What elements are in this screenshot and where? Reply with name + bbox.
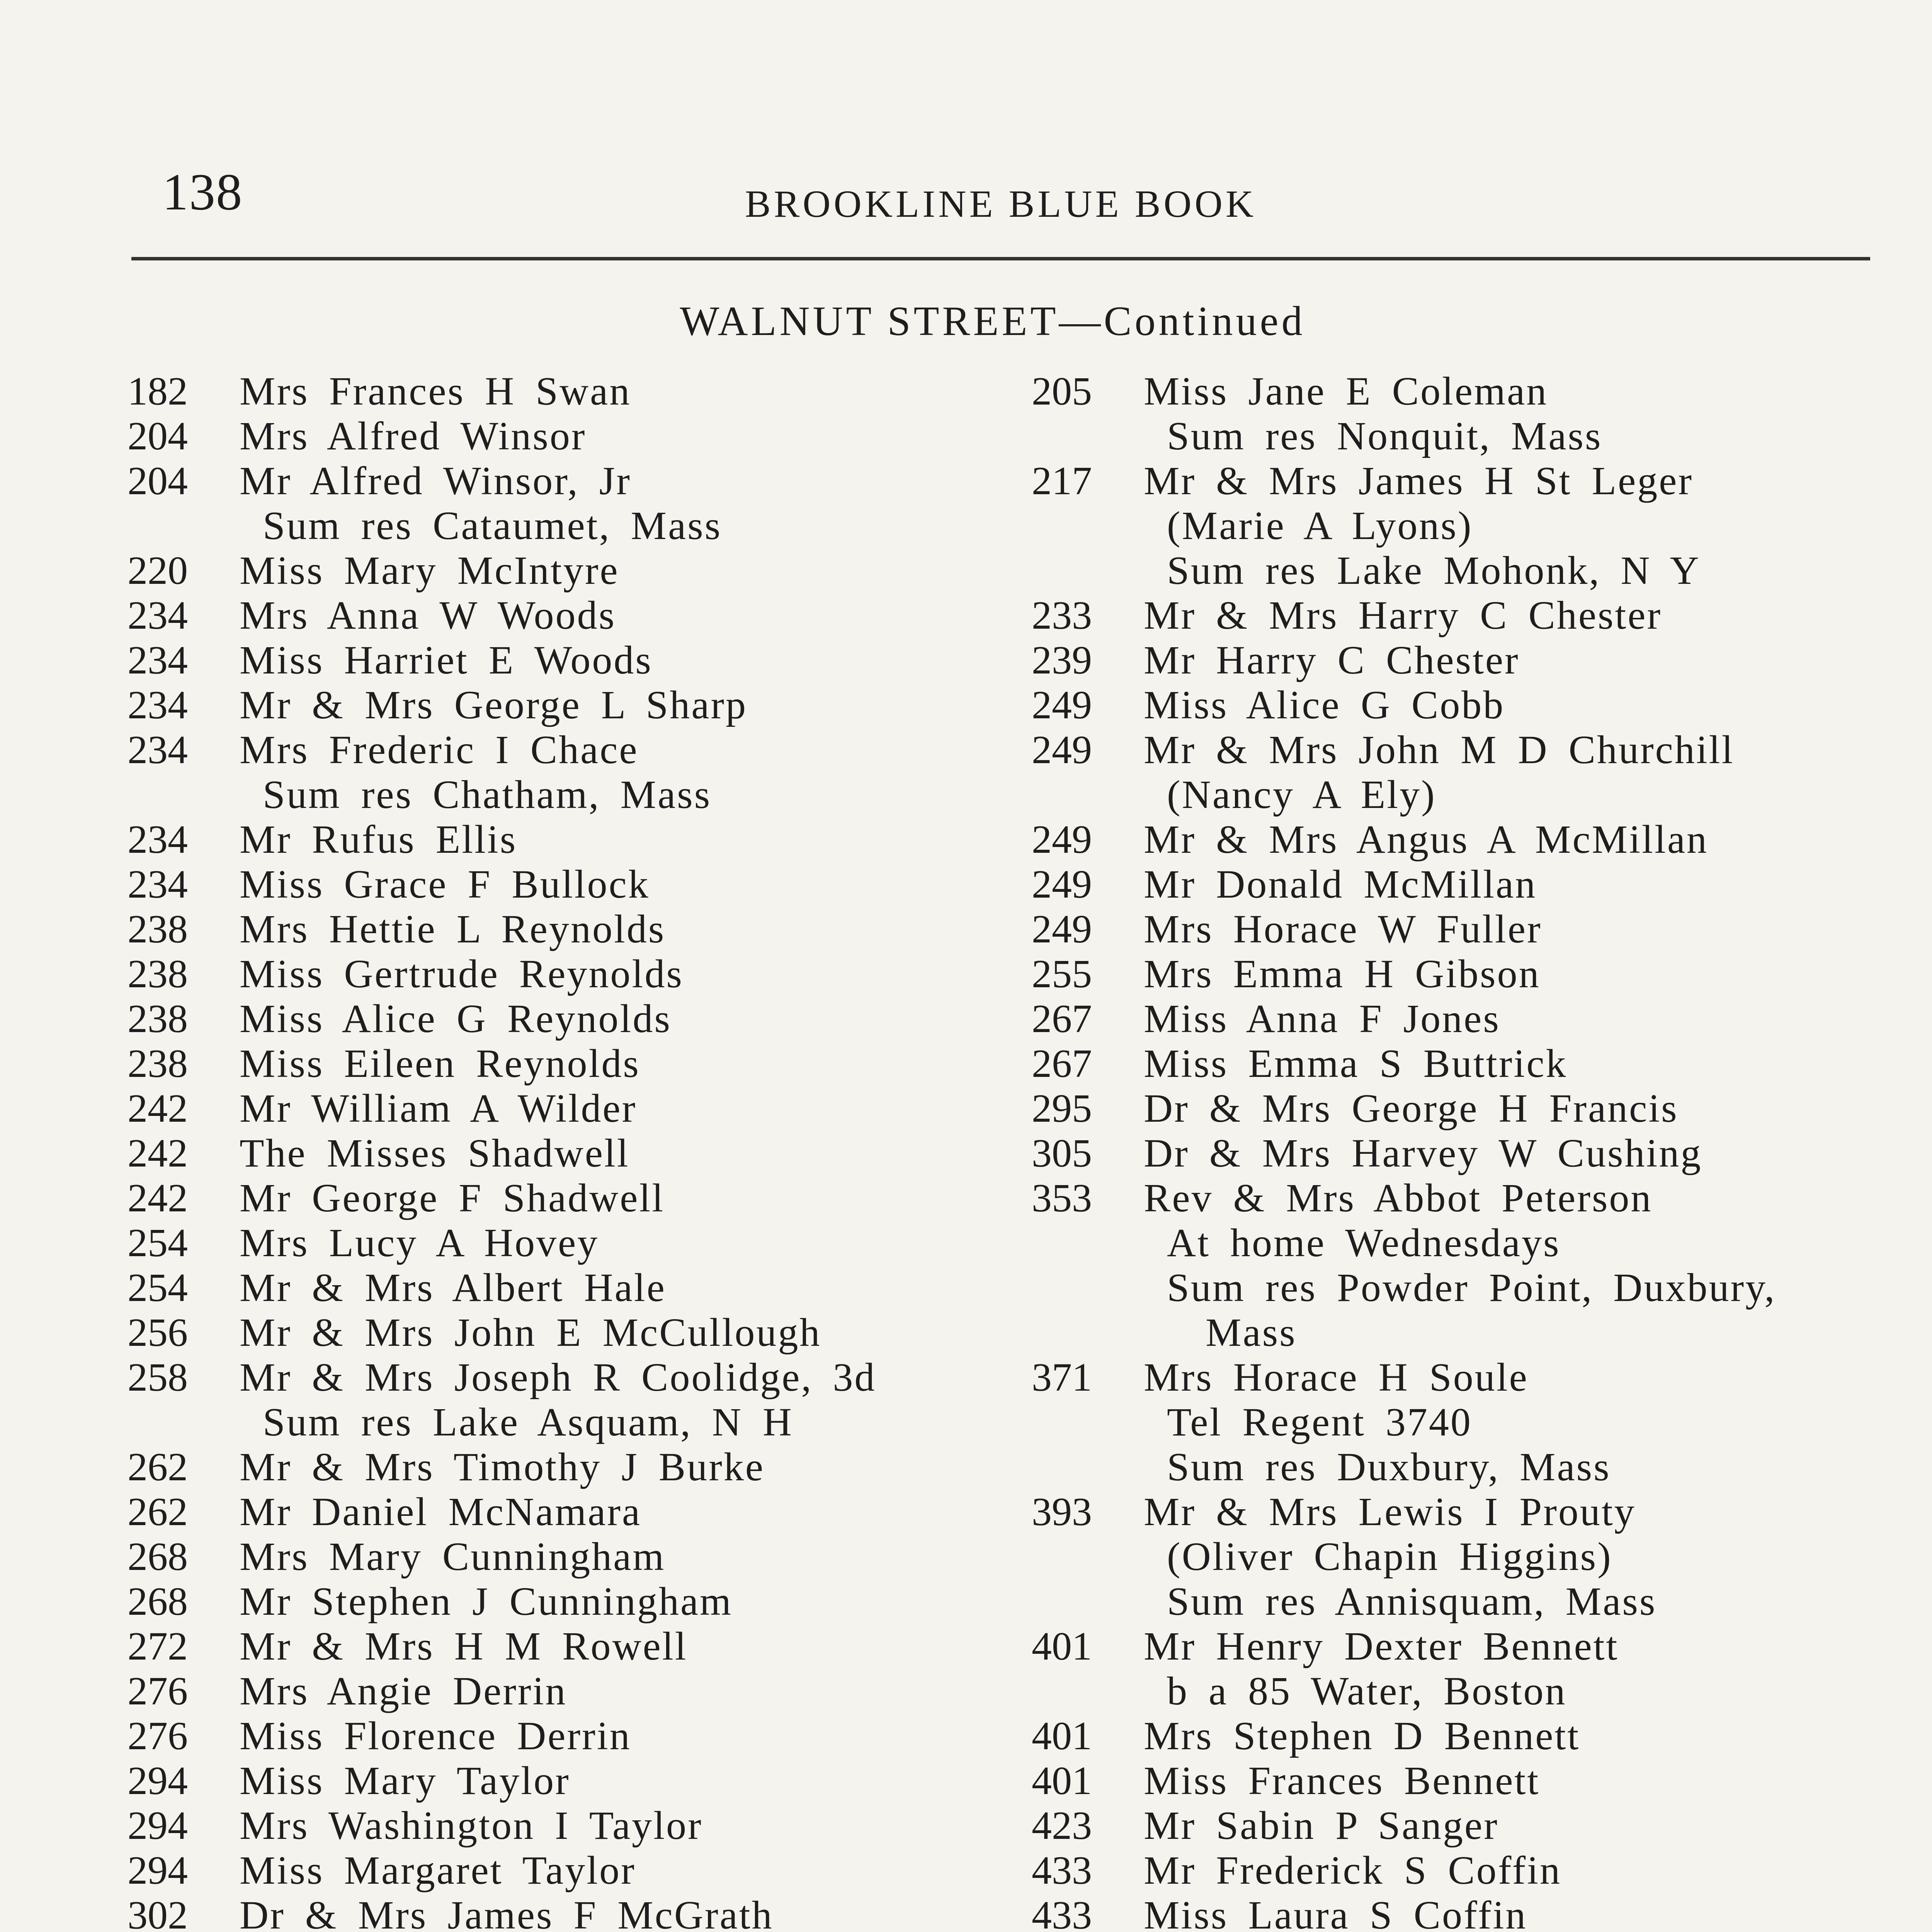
house-number: 234 (128, 638, 188, 682)
house-number: 423 (1032, 1803, 1092, 1848)
directory-entry (124, 369, 993, 414)
directory-entry (124, 1176, 993, 1221)
resident-name: Mrs Lucy A Hovey (240, 1221, 599, 1265)
directory-entry (1028, 593, 1917, 638)
house-number: 268 (128, 1579, 188, 1624)
house-number: 302 (128, 1893, 188, 1932)
house-number: 267 (1032, 1041, 1092, 1086)
resident-name: Mr & Mrs H M Rowell (240, 1624, 688, 1668)
resident-name: Miss Margaret Taylor (240, 1848, 636, 1893)
directory-entry (1028, 459, 1917, 593)
directory-entry (124, 907, 993, 952)
directory-entry (124, 1490, 993, 1534)
resident-name: Miss Florence Derrin (240, 1714, 631, 1758)
directory-entry (124, 548, 993, 593)
directory-entry (124, 1893, 993, 1932)
resident-name: Mrs Mary Cunningham (240, 1534, 666, 1579)
directory-entry (124, 862, 993, 907)
resident-name: Mr & Mrs George L Sharp (240, 683, 748, 727)
house-number: 242 (128, 1131, 188, 1175)
resident-name: Miss Emma S Buttrick (1144, 1041, 1568, 1086)
resident-name: Mrs Hettie L Reynolds (240, 907, 666, 951)
house-number: 262 (128, 1445, 188, 1489)
house-number: 433 (1032, 1893, 1092, 1932)
resident-name: Mr & Mrs Angus A McMillan (1144, 817, 1708, 862)
resident-note: Sum res Chatham, Mass (263, 772, 712, 817)
resident-name: Mr & Mrs Lewis I Prouty (1144, 1490, 1636, 1534)
directory-entry (124, 1265, 993, 1310)
resident-name: Miss Laura S Coffin (1144, 1893, 1527, 1932)
resident-name: Mrs Frederic I Chace (240, 728, 639, 772)
house-number: 238 (128, 1041, 188, 1086)
house-number: 401 (1032, 1759, 1092, 1803)
house-number: 239 (1032, 638, 1092, 682)
house-number: 238 (128, 997, 188, 1041)
house-number: 234 (128, 862, 188, 906)
house-number: 204 (128, 414, 188, 458)
house-number: 268 (128, 1534, 188, 1579)
directory-entry (1028, 1759, 1917, 1803)
resident-note: At home Wednesdays (1167, 1221, 1561, 1265)
directory-entry (124, 1445, 993, 1490)
house-number: 272 (128, 1624, 188, 1668)
resident-name: Mr & Mrs James H St Leger (1144, 459, 1694, 503)
directory-entry (1028, 862, 1917, 907)
resident-name: Mr Frederick S Coffin (1144, 1848, 1562, 1893)
resident-name: Mr & Mrs Albert Hale (240, 1265, 666, 1310)
house-number: 182 (128, 369, 188, 413)
house-number: 238 (128, 907, 188, 951)
resident-name: Dr & Mrs James F McGrath (240, 1893, 774, 1932)
resident-name: Mrs Horace H Soule (1144, 1355, 1529, 1400)
resident-name: Rev & Mrs Abbot Peterson (1144, 1176, 1653, 1220)
directory-entry (1028, 997, 1917, 1041)
resident-note: Sum res Powder Point, Duxbury, (1167, 1265, 1776, 1310)
directory-entry (1028, 1176, 1917, 1355)
resident-note: b a 85 Water, Boston (1167, 1669, 1567, 1713)
resident-note: Sum res Annisquam, Mass (1167, 1579, 1657, 1624)
house-number: 305 (1032, 1131, 1092, 1175)
resident-name: Mrs Frances H Swan (240, 369, 631, 413)
directory-entry (124, 1041, 993, 1086)
house-number: 249 (1032, 907, 1092, 951)
house-number: 234 (128, 683, 188, 727)
resident-name: Miss Alice G Cobb (1144, 683, 1505, 727)
left-column (124, 369, 993, 1932)
house-number: 258 (128, 1355, 188, 1400)
directory-entry (124, 1848, 993, 1893)
house-number: 233 (1032, 593, 1092, 638)
directory-entry (124, 638, 993, 683)
house-number: 204 (128, 459, 188, 503)
directory-entry (124, 1086, 993, 1131)
resident-name: Mr & Mrs Joseph R Coolidge, 3d (240, 1355, 876, 1400)
directory-entry (1028, 728, 1917, 817)
directory-entry (1028, 1624, 1917, 1714)
resident-name: Miss Jane E Coleman (1144, 369, 1548, 413)
resident-name: Mr Sabin P Sanger (1144, 1803, 1499, 1848)
resident-name: Miss Mary Taylor (240, 1759, 570, 1803)
directory-entry (1028, 952, 1917, 997)
resident-name: Miss Alice G Reynolds (240, 997, 672, 1041)
resident-name: Mr & Mrs Timothy J Burke (240, 1445, 765, 1489)
directory-entry (1028, 817, 1917, 862)
resident-note: Sum res Nonquit, Mass (1167, 414, 1602, 458)
house-number: 294 (128, 1848, 188, 1893)
resident-name: Mrs Emma H Gibson (1144, 952, 1541, 996)
directory-entry (1028, 369, 1917, 459)
house-number: 249 (1032, 817, 1092, 862)
resident-note: Sum res Lake Asquam, N H (263, 1400, 793, 1444)
directory-entry (124, 414, 993, 459)
resident-name: Miss Eileen Reynolds (240, 1041, 640, 1086)
house-number: 267 (1032, 997, 1092, 1041)
resident-name: Miss Harriet E Woods (240, 638, 653, 682)
house-number: 262 (128, 1490, 188, 1534)
directory-entry (124, 593, 993, 638)
house-number: 249 (1032, 862, 1092, 906)
house-number: 294 (128, 1803, 188, 1848)
resident-name: Miss Mary McIntyre (240, 548, 619, 593)
directory-entry (124, 1759, 993, 1803)
directory-entry (124, 1355, 993, 1445)
house-number: 401 (1032, 1714, 1092, 1758)
resident-name: Mrs Alfred Winsor (240, 414, 587, 458)
resident-name: Mrs Angie Derrin (240, 1669, 567, 1713)
resident-name: Mr Stephen J Cunningham (240, 1579, 733, 1624)
house-number: 295 (1032, 1086, 1092, 1131)
directory-entry (1028, 1041, 1917, 1086)
directory-entry (124, 728, 993, 817)
directory-entry (1028, 907, 1917, 952)
header-rule (131, 257, 1870, 260)
house-number: 255 (1032, 952, 1092, 996)
resident-name: Mrs Stephen D Bennett (1144, 1714, 1580, 1758)
directory-entry (124, 1310, 993, 1355)
resident-note: (Marie A Lyons) (1167, 503, 1473, 548)
resident-name: Mr Harry C Chester (1144, 638, 1520, 682)
resident-name: Mr & Mrs Harry C Chester (1144, 593, 1662, 638)
house-number: 234 (128, 593, 188, 638)
resident-name: Dr & Mrs Harvey W Cushing (1144, 1131, 1702, 1175)
resident-name: Mr Henry Dexter Bennett (1144, 1624, 1619, 1668)
house-number: 353 (1032, 1176, 1092, 1220)
resident-name: Mrs Washington I Taylor (240, 1803, 703, 1848)
resident-name: Miss Grace F Bullock (240, 862, 650, 906)
resident-note: Sum res Duxbury, Mass (1167, 1445, 1611, 1489)
directory-entry (1028, 1131, 1917, 1176)
resident-name: Miss Anna F Jones (1144, 997, 1500, 1041)
house-number: 433 (1032, 1848, 1092, 1893)
resident-name: Mr Donald McMillan (1144, 862, 1537, 906)
directory-entry (124, 952, 993, 997)
house-number: 256 (128, 1310, 188, 1355)
page-header (131, 162, 1870, 247)
directory-entry (124, 1579, 993, 1624)
right-column (1028, 369, 1917, 1932)
resident-name: Miss Frances Bennett (1144, 1759, 1540, 1803)
house-number: 254 (128, 1221, 188, 1265)
directory-entry (124, 1624, 993, 1669)
directory-entry (124, 817, 993, 862)
house-number: 205 (1032, 369, 1092, 413)
directory-entry (1028, 638, 1917, 683)
directory-entry (1028, 1714, 1917, 1759)
directory-entry (124, 683, 993, 728)
house-number: 371 (1032, 1355, 1092, 1400)
house-number: 254 (128, 1265, 188, 1310)
resident-name: Mr George F Shadwell (240, 1176, 665, 1220)
house-number: 294 (128, 1759, 188, 1803)
resident-name: Mr Rufus Ellis (240, 817, 517, 862)
house-number: 276 (128, 1714, 188, 1758)
section-title: WALNUT STREET—Continued (680, 298, 1306, 344)
directory-entry (1028, 1355, 1917, 1490)
resident-note: Sum res Lake Mohonk, N Y (1167, 548, 1701, 593)
resident-note: (Nancy A Ely) (1167, 772, 1436, 817)
resident-note: Sum res Cataumet, Mass (263, 503, 722, 548)
directory-entry (1028, 1086, 1917, 1131)
directory-entry (124, 997, 993, 1041)
directory-entry (124, 1534, 993, 1579)
resident-note: (Oliver Chapin Higgins) (1167, 1534, 1612, 1579)
directory-entry (1028, 683, 1917, 728)
house-number: 401 (1032, 1624, 1092, 1668)
resident-name: Mr & Mrs John M D Churchill (1144, 728, 1735, 772)
resident-name: Miss Gertrude Reynolds (240, 952, 684, 996)
directory-entry (1028, 1893, 1917, 1932)
directory-entry (124, 1669, 993, 1714)
resident-name: Mr Alfred Winsor, Jr (240, 459, 631, 503)
house-number: 234 (128, 728, 188, 772)
resident-name: The Misses Shadwell (240, 1131, 630, 1175)
book-title: BROOKLINE BLUE BOOK (745, 182, 1257, 225)
directory-entry (124, 1714, 993, 1759)
house-number: 393 (1032, 1490, 1092, 1534)
house-number: 249 (1032, 728, 1092, 772)
page-number: 138 (162, 163, 243, 221)
resident-name: Mrs Anna W Woods (240, 593, 616, 638)
house-number: 242 (128, 1086, 188, 1131)
house-number: 249 (1032, 683, 1092, 727)
house-number: 217 (1032, 459, 1092, 503)
house-number: 242 (128, 1176, 188, 1220)
resident-name: Mrs Horace W Fuller (1144, 907, 1542, 951)
directory-entry (124, 1221, 993, 1265)
house-number: 234 (128, 817, 188, 862)
directory-entry (124, 459, 993, 548)
resident-name: Dr & Mrs George H Francis (1144, 1086, 1679, 1131)
directory-entry (1028, 1803, 1917, 1848)
house-number: 238 (128, 952, 188, 996)
directory-entry (124, 1131, 993, 1176)
directory-entry (124, 1803, 993, 1848)
house-number: 220 (128, 548, 188, 593)
resident-name: Mr & Mrs John E McCullough (240, 1310, 821, 1355)
directory-entry (1028, 1490, 1917, 1624)
resident-name: Mr William A Wilder (240, 1086, 637, 1131)
directory-entry (1028, 1848, 1917, 1893)
house-number: 276 (128, 1669, 188, 1713)
resident-note: Tel Regent 3740 (1167, 1400, 1472, 1444)
resident-name: Mr Daniel McNamara (240, 1490, 642, 1534)
resident-note: Mass (1206, 1310, 1297, 1355)
